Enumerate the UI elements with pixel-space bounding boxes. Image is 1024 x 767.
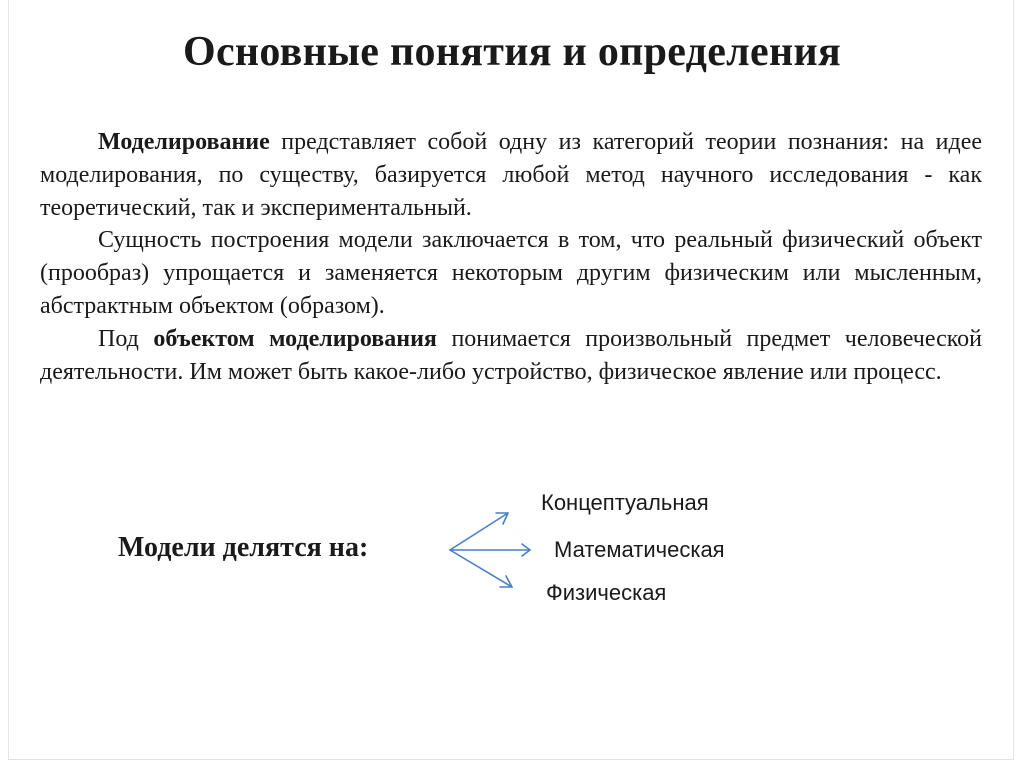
slide-title: Основные понятия и определения bbox=[182, 29, 841, 75]
arrow-to-conceptual bbox=[450, 513, 508, 550]
paragraph-object-text: понимается произвольный предмет человеческой деятельности. Им может быть какое-либо устройство, физическое явление или процесс. bbox=[40, 325, 983, 385]
term-modeling-object: объектом моделирования bbox=[153, 325, 437, 352]
branch-arrows bbox=[440, 505, 540, 595]
model-type-mathematical: Математическая bbox=[554, 537, 725, 562]
paragraph-object-prefix: Под bbox=[98, 325, 154, 352]
paragraph-modeling bbox=[40, 126, 982, 224]
paragraph-modeling-text: представляет собой одну из категорий теории познания: на идее моделирования, по существу, базируется любой метод научного исследования - как теоретический, так и экспериментальный. bbox=[40, 129, 982, 221]
model-type-conceptual: Концептуальная bbox=[541, 490, 709, 515]
slide-body bbox=[40, 126, 982, 388]
paragraph-modeling-object bbox=[40, 323, 982, 389]
arrow-to-physical bbox=[450, 550, 512, 587]
term-modeling: Моделирование bbox=[98, 129, 270, 155]
model-type-physical: Физическая bbox=[546, 580, 667, 605]
models-divide-label: Модели делятся на: bbox=[118, 532, 369, 563]
paragraph-model-essence: Сущность построения модели заключается в том, что реальный физический объект (прообраз) упрощается и заменяется некоторым другим физическим или мысленным, абстрактным объектом (образом). bbox=[40, 227, 982, 319]
